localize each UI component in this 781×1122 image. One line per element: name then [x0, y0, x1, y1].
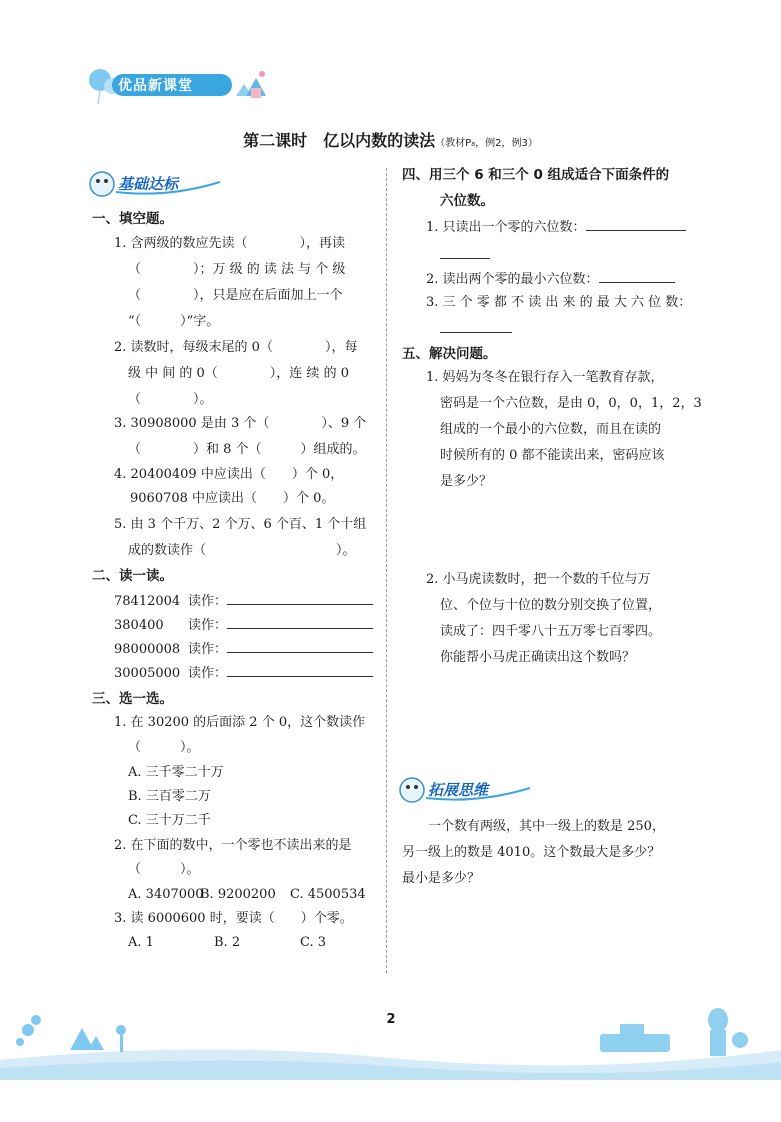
p1-line3: 组成的一个最小的六位数，而且在读的	[440, 422, 662, 437]
p2-line1: 2. 小马虎读数时，把一个数的千位与万	[426, 572, 651, 587]
ext-line3: 最小是多少？	[402, 871, 481, 886]
r1-line	[426, 216, 686, 239]
heading-read: 二、读一读。	[92, 568, 173, 584]
read-number: 98000008	[114, 642, 181, 657]
q3-line2: （ ）和 8 个（ ）组成的。	[128, 442, 366, 457]
q1-line4: “（ ）”字。	[128, 314, 220, 329]
ext-line2: 另一级上的数是 4010。这个数最大是多少？	[402, 845, 661, 860]
section-basic: 基础达标	[118, 175, 179, 193]
q1-line3: （ ），只是应在后面加上一个	[128, 288, 343, 303]
heading-make-numbers-2: 六位数。	[440, 193, 494, 209]
heading-choose: 三、选一选。	[92, 691, 173, 707]
page-title	[0, 128, 781, 151]
c2-option-c: C. 4500534	[290, 887, 366, 902]
answer-line[interactable]	[227, 662, 373, 677]
logo-text: 优品新课堂	[118, 78, 193, 94]
q3-line1: 3. 30908000 是由 3 个（ ）、9 个	[114, 416, 367, 431]
p1-line5: 是多少？	[440, 474, 493, 489]
c1-option-b: B. 三百零二万	[128, 789, 211, 804]
p1-line2: 密码是一个六位数，是由 0，0，0，1，2，3	[440, 396, 702, 411]
q5-line1: 5. 由 3 个千万、2 个万、6 个百、1 个十组	[114, 517, 367, 532]
q2-line2: 级 中 间 的 0（ ），连 续 的 0	[128, 366, 349, 381]
c1-option-c: C. 三十万二千	[128, 813, 211, 828]
c3-option-a: A. 1	[128, 935, 154, 950]
heading-solve: 五、解决问题。	[402, 346, 497, 362]
answer-line[interactable]	[440, 318, 512, 333]
q2-line1: 2. 读数时，每级末尾的 0（ ），每	[114, 340, 358, 355]
q4-line2: 9060708 中应读出（ ）个 0。	[130, 491, 335, 506]
title-reference: （教材P₈，例2，例3）	[435, 138, 538, 149]
r2-line	[426, 268, 675, 291]
read-number: 380400	[114, 618, 164, 633]
r1-text: 1. 只读出一个零的六位数：	[426, 220, 586, 235]
c2-line2: （ ）。	[128, 862, 200, 877]
p2-line3: 读成了：四千零八十五万零七百零四。	[440, 624, 662, 639]
c3-option-c: C. 3	[300, 935, 327, 950]
heading-fill-blank: 一、填空题。	[92, 211, 173, 227]
q1-line2: （ ）；万 级 的 读 法 与 个 级	[128, 262, 346, 277]
answer-line[interactable]	[227, 614, 373, 629]
p1-line4: 时候所有的 0 都不能读出来，密码应该	[440, 448, 665, 463]
read-row-4	[114, 662, 373, 685]
c2-option-a: A. 3407000	[128, 887, 204, 902]
p2-line2: 位、个位与十位的数分别交换了位置，	[440, 598, 662, 613]
p2-line4: 你能帮小马虎正确读出这个数吗？	[440, 650, 636, 665]
answer-line[interactable]	[586, 216, 686, 231]
q1-line1: 1. 含两级的数应先读（ ），再读	[114, 236, 346, 251]
read-label: 读作：	[188, 618, 228, 633]
r3-line: 3. 三 个 零 都 不 读 出 来 的 最 大 六 位 数：	[426, 295, 692, 310]
r2-text: 2. 读出两个零的最小六位数：	[426, 272, 599, 287]
answer-line[interactable]	[599, 268, 675, 283]
read-row-3	[114, 638, 373, 661]
c1-line1: 1. 在 30200 的后面添 2 个 0，这个数读作	[114, 715, 366, 730]
r1-line-cont	[440, 244, 490, 267]
read-number: 78412004	[114, 594, 181, 609]
page-number: 2	[386, 1012, 396, 1027]
p1-line1: 1. 妈妈为冬冬在银行存入一笔教育存款，	[426, 370, 664, 385]
answer-line[interactable]	[227, 638, 373, 653]
r3-line-cont	[440, 318, 512, 341]
read-row-2	[114, 614, 373, 637]
c2-line1: 2. 在下面的数中，一个零也不读出来的是	[114, 838, 352, 853]
q5-line2: 成的数读作（ ）。	[128, 543, 356, 558]
q2-line3: （ ）。	[128, 392, 213, 407]
c3-option-b: B. 2	[214, 935, 241, 950]
q4-line1: 4. 20400409 中应读出（ ）个 0，	[114, 467, 344, 482]
c3-line: 3. 读 6000600 时，要读（ ）个零。	[114, 911, 353, 926]
read-number: 30005000	[114, 666, 181, 681]
c1-line2: （ ）。	[128, 740, 200, 755]
read-row-1	[114, 590, 373, 613]
read-label: 读作：	[188, 594, 228, 609]
answer-line[interactable]	[227, 590, 373, 605]
read-label: 读作：	[188, 642, 228, 657]
section-extend: 拓展思维	[428, 781, 489, 799]
ext-line1: 一个数有两级，其中一级上的数是 250，	[428, 819, 665, 834]
column-divider	[386, 168, 387, 973]
title-text: 第二课时 亿以内数的读法	[243, 131, 436, 150]
c2-option-b: B. 9200200	[200, 887, 276, 902]
footer-decoration	[0, 990, 781, 1080]
read-label: 读作：	[188, 666, 228, 681]
c1-option-a: A. 三千零二十万	[128, 765, 224, 780]
answer-line[interactable]	[440, 244, 490, 259]
heading-make-numbers: 四、用三个 6 和三个 0 组成适合下面条件的	[402, 167, 670, 183]
